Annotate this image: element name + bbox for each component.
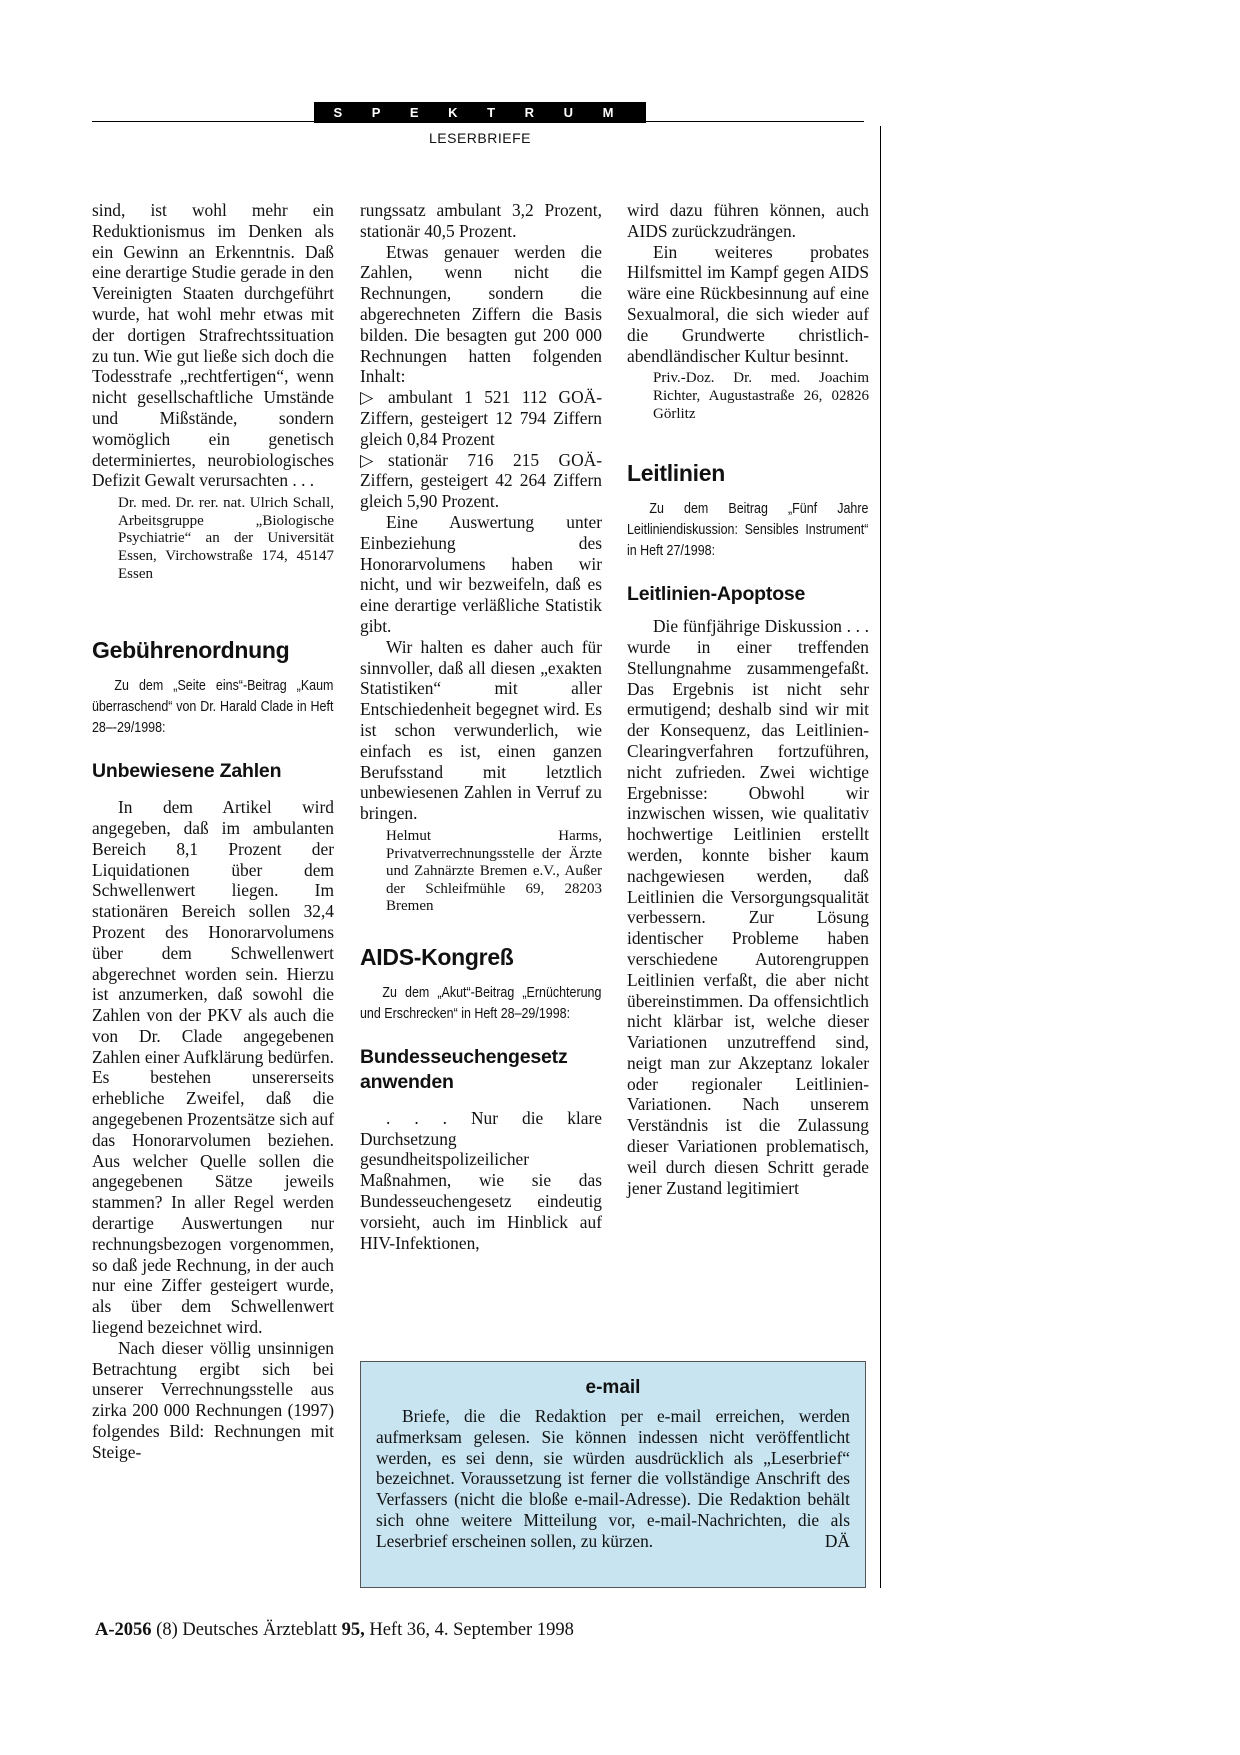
email-notice-box	[360, 1361, 866, 1588]
section-reference: Zu dem „Akut“-Beitrag „Ernüchterung und Erschrecken“ in Heft 28–29/1998:	[360, 984, 602, 1022]
letter-signature: Helmut Harms, Privatverrechnungsstelle der Ärzte und Zahnärzte Bremen e.V., Außer der Schleifmühle 69, 28203 Bremen	[386, 827, 602, 915]
list-item	[360, 387, 602, 449]
letter-title: Leitlinien-Apoptose	[627, 583, 806, 606]
column-rule	[880, 126, 881, 1588]
letter-signature: Priv.-Doz. Dr. med. Joachim Richter, Augustastraße 26, 02826 Görlitz	[653, 370, 869, 422]
subsection-label: LESERBRIEFE	[429, 130, 531, 146]
section-banner: S P E K T R U M	[314, 102, 646, 123]
footer-issue: Heft 36, 4. September 1998	[369, 1620, 574, 1640]
page-number: A-2056	[95, 1620, 152, 1640]
letter-text: In dem Artikel wird angegeben, daß im ambulanten Bereich 8,1 Prozent der Liquidationen über dem Schwellenwert liegen. Im stationären Bereich sollen 32,4 Prozent des Honorarvolumens über dem Schwellenwert abgerechnet worden sein. Hierzu ist anzumerken, daß sowohl die Zahlen von der PKV als auch die von Dr. Clade angegebenen Zahlen einer Aufklärung bedürfen. Es bestehen unsererseits erhebliche Zweifel, daß die angegebenen Prozentsätze sich auf das Honorarvolumen beziehen. Aus welcher Quelle sollen die angegebenen Sätze jeweils stammen? In aller Regel werden derartige Auswertungen nur rechnungsbezogen vorgenommen, so daß jede Rechnung, in der auch nur eine Ziffer gesteigert wurde, als über dem Schwellenwert liegend bezeichnet wird.	[92, 797, 334, 1338]
column-2	[360, 200, 602, 1253]
letter-text: wird dazu führen können, auch AIDS zurückzudrängen.	[627, 200, 869, 241]
email-notice-signature: DÄ	[824, 1530, 850, 1551]
column-3	[627, 200, 869, 1198]
column-1	[92, 200, 334, 1463]
letter-text: Etwas genauer werden die Zahlen, wenn nicht die Rechnungen, sondern die abgerechneten Ziffern die Basis bilden. Die besagten gut 200 000 Rechnungen hatten folgenden Inhalt:	[360, 241, 602, 387]
letter-text: Nach dieser völlig unsinnigen Betrachtung ergibt sich bei unserer Verrechnungsstelle aus zirka 200 000 Rechnungen (1997) folgendes Bild: Rechnungen mit Steige-	[92, 1337, 334, 1462]
list-item	[360, 450, 602, 512]
footer-volume: 95,	[341, 1620, 365, 1640]
section-reference: Zu dem „Seite eins“-Beitrag „Kaum überraschend“ von Dr. Harald Clade in Heft 28–-29/1998:	[92, 678, 334, 737]
letter-text: . . . Nur die klare Durchsetzung gesundheitspolizeilicher Maßnahmen, wie sie das Bundesseuchengesetz eindeutig vorsieht, auch im Hinblick auf HIV-Infektionen,	[360, 1107, 602, 1253]
page-footer	[95, 1618, 574, 1642]
section-reference: Zu dem Beitrag „Fünf Jahre Leitliniendiskussion: Sensibles Instrument“ in Heft 27/1998:	[627, 501, 869, 560]
letter-text: rungssatz ambulant 3,2 Prozent, stationär 40,5 Prozent.	[360, 200, 602, 241]
letter-title: Unbewiesene Zahlen	[92, 760, 282, 783]
letter-text: Die fünfjährige Diskussion . . . wurde in einer treffenden Stellungnahme zusammengefaßt. Das Ergebnis ist nicht sehr ermutigend; deshalb sind wir mit der Konsequenz, das Leitlinien-Clearingverfahren fortzuführen, nicht zufrieden. Zwei wichtige Ergebnisse: Obwohl wir inzwischen wissen, wie qualitativ hochwertige Leitlinien erstellt werden, konnte bisher kaum nachgewiesen werden, daß Leitlinien die Versorgungsqualität verbessern. Zur Lösung identischer Probleme haben verschiedene Autorengruppen Leitlinien verfaßt, die aber nicht übereinstimmen. Da offensichtlich nicht klärbar ist, welche dieser Variationen unzutreffend sind, neigt man zur Akzeptanz lokaler oder regionaler Leitlinien-Variationen. Nach unserem Verständnis ist die Zulassung dieser Variationen problematisch, weil durch diesen Schritt gerade jener Zustand legitimiert	[627, 616, 869, 1198]
triangle-bullet-icon: ▷	[360, 387, 374, 408]
triangle-bullet-icon: ▷	[360, 449, 374, 470]
letter-text: sind, ist wohl mehr ein Reduktionismus im Denken als ein Gewinn an Erkenntnis. Daß eine derartige Studie gerade in den Vereinigten Staaten durchgeführt wurde, hat wohl mehr etwas mit der dortigen Strafrechtssituation zu tun. Wie gut ließe sich doch die Todesstrafe „rechtfertigen“, wenn nicht gesellschaftliche Umstände und Mißstände, sondern womöglich ein genetisch determiniertes, neurobiologisches Defizit Gewalt verursachten . . .	[92, 200, 334, 491]
letter-text: Wir halten es daher auch für sinnvoller, daß all diesen „exakten Statistiken“ mit aller Entschiedenheit begegnet wird. Es ist schon verwunderlich, wie einfach es ist, einen ganzen Berufsstand mit letztlich unbewiesenen Zahlen in Verruf zu bringen.	[360, 636, 602, 824]
footer-journal: (8) Deutsches Ärzteblatt	[156, 1620, 337, 1640]
section-title: Gebührenordnung	[92, 637, 290, 664]
section-title: AIDS-Kongreß	[360, 943, 514, 970]
letter-title: Bundesseuchengesetz anwenden	[360, 1045, 568, 1093]
section-title: Leitlinien	[627, 460, 725, 487]
letter-text: Ein weiteres probates Hilfsmittel im Kampf gegen AIDS wäre eine Rückbesinnung auf eine Sexualmoral, die sich wieder auf die Grundwerte christlich-abendländischer Kultur besinnt.	[627, 241, 869, 366]
email-notice-title: e-mail	[585, 1377, 641, 1398]
email-notice-text: Briefe, die die Redaktion per e-mail erreichen, werden aufmerksam gelesen. Sie können indessen nicht veröffentlicht werden, es sei denn, sie würden ausdrücklich als „Leserbrief“ bezeichnet. Voraussetzung ist ferner die vollständige Anschrift des Verfassers (nicht die bloße e-mail-Adresse). Die Redaktion behält sich ohne weitere Mitteilung vor, e-mail-Nachrichten, die als Leserbrief erscheinen sollen, zu kürzen.	[376, 1406, 850, 1551]
list-item-text: ambulant 1 521 112 GOÄ-Ziffern, gesteigert 12 794 Ziffern gleich 0,84 Prozent	[360, 387, 602, 449]
letter-text: Eine Auswertung unter Einbeziehung des Honorarvolumens haben wir nicht, und wir bezweifeln, daß es eine derartige verläßliche Statistik gibt.	[360, 511, 602, 636]
list-item-text: stationär 716 215 GOÄ-Ziffern, gesteigert 42 264 Ziffern gleich 5,90 Prozent.	[360, 449, 602, 512]
letter-signature: Dr. med. Dr. rer. nat. Ulrich Schall, Arbeitsgruppe „Biologische Psychiatrie“ an der Universität Essen, Virchowstraße 174, 45147 Essen	[118, 495, 334, 582]
